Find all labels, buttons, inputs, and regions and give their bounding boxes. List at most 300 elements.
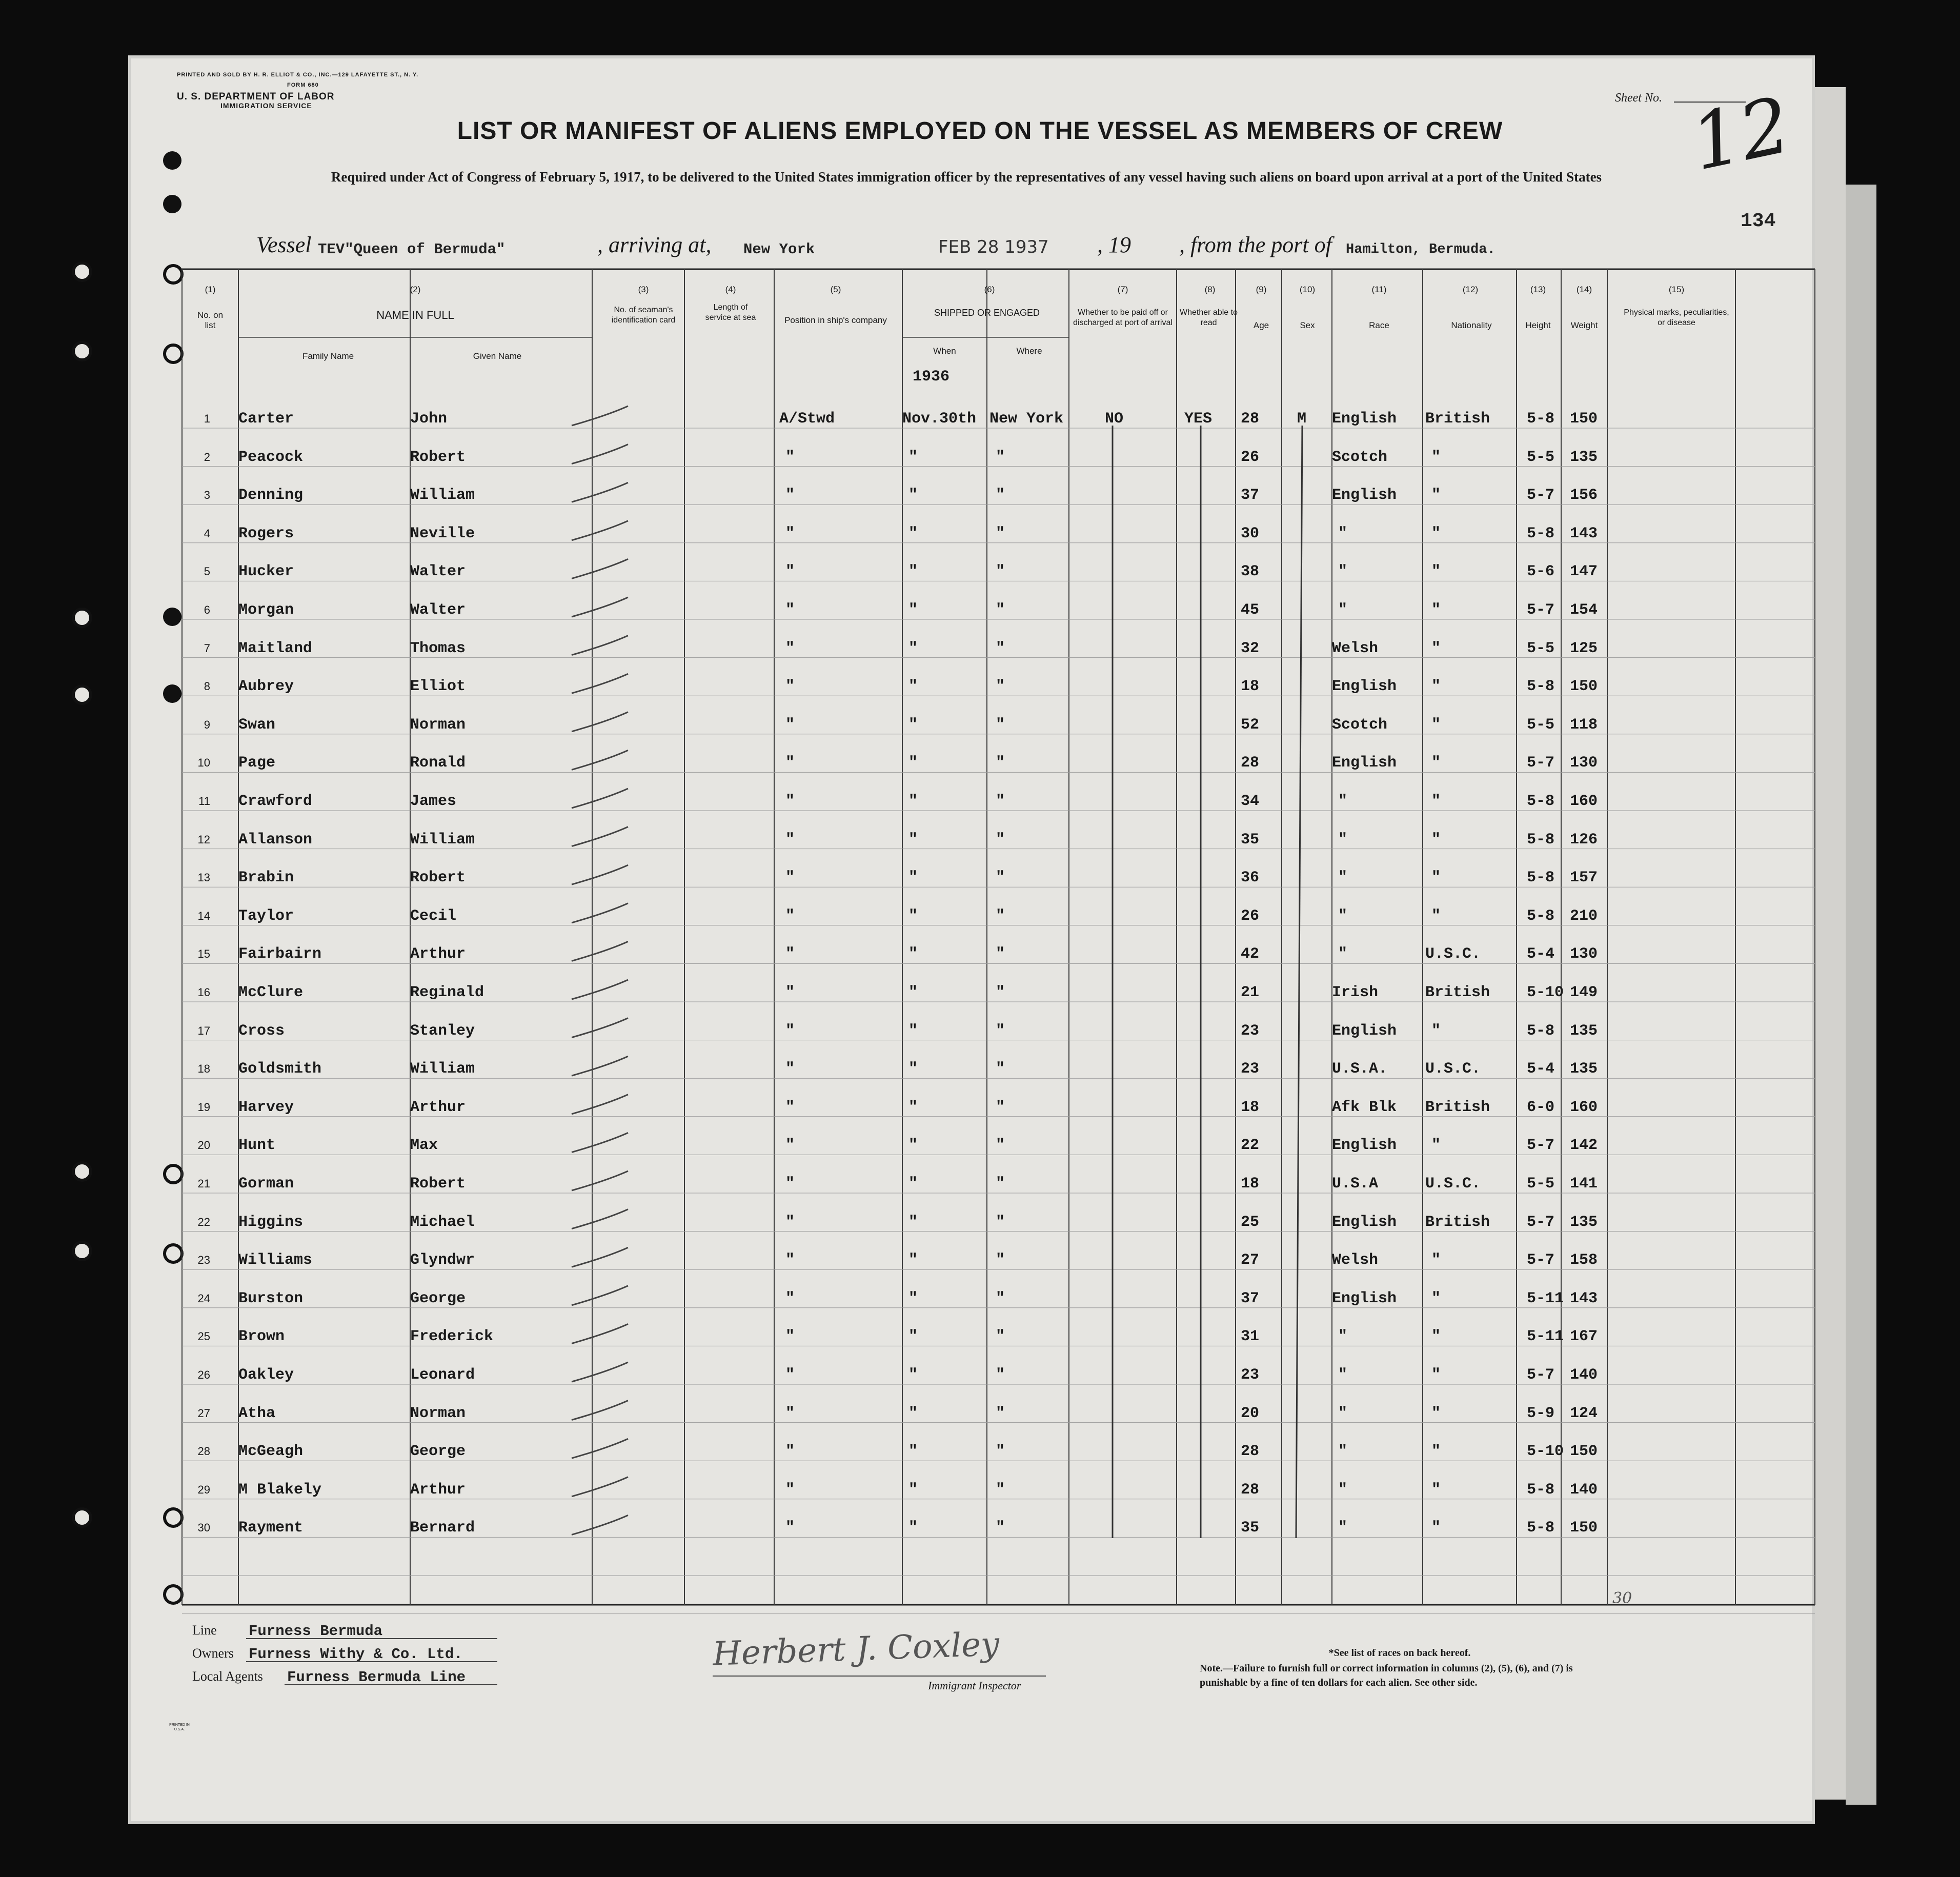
weight: 167: [1570, 1328, 1598, 1346]
nationality: ": [1431, 754, 1441, 772]
shipped-where: ": [996, 487, 1005, 504]
check-tick: [572, 827, 628, 846]
shipped-where: ": [996, 1098, 1005, 1116]
race: English: [1332, 410, 1397, 428]
family-name: Swan: [238, 716, 276, 734]
arriving-label: , arriving at,: [597, 232, 712, 257]
check-tick: [572, 1247, 628, 1267]
family-name: McGeagh: [238, 1443, 304, 1461]
shipped-when: ": [908, 1022, 918, 1040]
shipped-when: ": [908, 984, 918, 1001]
given-name: Arthur: [410, 1481, 466, 1499]
weight: 135: [1570, 1022, 1598, 1040]
family-name: M Blakely: [238, 1481, 322, 1499]
given-name: William: [410, 831, 475, 849]
check-tick: [572, 1515, 628, 1535]
nationality: ": [1431, 1252, 1441, 1269]
union-label: PRINTED IN U.S.A.: [169, 1723, 190, 1731]
height: 5-5: [1527, 639, 1555, 657]
position: ": [785, 1060, 795, 1078]
agents-label: Local Agents: [192, 1669, 263, 1684]
printer-line: PRINTED AND SOLD BY H. R. ELLIOT & CO., INC.—129 LAFAYETTE ST., N. Y.: [177, 72, 419, 78]
age: 34: [1241, 793, 1260, 810]
year-shipped: 1936: [913, 368, 950, 386]
check-tick: [572, 674, 628, 693]
position: ": [785, 1289, 795, 1307]
race: Scotch: [1332, 716, 1388, 734]
shipped-where: ": [996, 639, 1005, 657]
shipped-when: ": [908, 1519, 918, 1537]
weight: 135: [1570, 1060, 1598, 1078]
given-name: Reginald: [410, 984, 484, 1001]
shipped-where: ": [996, 716, 1005, 734]
weight: 135: [1570, 448, 1598, 466]
inspector-signature: Herbert J. Coxley: [712, 1625, 1000, 1673]
shipped-when: ": [908, 448, 918, 466]
crew-no: 30: [197, 1521, 210, 1535]
crew-no: 15: [197, 947, 210, 961]
col-no-15: (15): [1668, 285, 1685, 294]
inspector-label: Immigrant Inspector: [928, 1679, 1021, 1692]
shipped-where: ": [996, 754, 1005, 772]
family-name: Gorman: [238, 1175, 294, 1193]
col-given-name: Given Name: [473, 351, 522, 361]
col-no-9: (9): [1256, 285, 1267, 294]
col-sex: Sex: [1300, 320, 1315, 330]
nationality: ": [1431, 793, 1441, 810]
given-name: Walter: [410, 601, 466, 619]
shipped-when: ": [908, 754, 918, 772]
position: ": [785, 1366, 795, 1384]
given-name: Glyndwr: [410, 1252, 475, 1269]
page-number: 134: [1741, 210, 1776, 232]
from-port: Hamilton, Bermuda.: [1346, 242, 1496, 257]
col-name-in-full: NAME IN FULL: [376, 309, 454, 321]
crew-no: 27: [197, 1406, 210, 1420]
position: ": [785, 639, 795, 657]
weight: 150: [1570, 410, 1598, 428]
shipped-where: ": [996, 1213, 1005, 1231]
arriving-port: New York: [743, 241, 815, 258]
check-tick: [572, 750, 628, 770]
given-name: Norman: [410, 716, 466, 734]
age: 42: [1241, 945, 1260, 963]
crew-no: 8: [204, 680, 210, 693]
shipped-when: ": [908, 1175, 918, 1193]
nationality: ": [1431, 1443, 1441, 1461]
crew-no: 17: [197, 1024, 210, 1037]
shipped-where: ": [996, 869, 1005, 887]
shipped-where: New York: [989, 410, 1064, 428]
weight: 147: [1570, 563, 1598, 581]
position: ": [785, 1098, 795, 1116]
race: ": [1338, 524, 1348, 542]
given-name: Stanley: [410, 1022, 475, 1040]
family-name: Rogers: [238, 524, 294, 542]
check-tick: [572, 636, 628, 655]
col-when: When: [933, 346, 956, 356]
height: 5-9: [1527, 1404, 1555, 1422]
nationality: ": [1431, 1366, 1441, 1384]
given-name: Max: [410, 1137, 438, 1155]
given-name: Arthur: [410, 1098, 466, 1116]
paid-off: NO: [1105, 410, 1124, 428]
position: ": [785, 1443, 795, 1461]
age: 35: [1241, 1519, 1260, 1537]
nationality: British: [1425, 984, 1490, 1001]
check-tick: [572, 1286, 628, 1305]
age: 36: [1241, 869, 1260, 887]
age: 28: [1241, 410, 1260, 428]
family-name: Allanson: [238, 831, 313, 849]
age: 20: [1241, 1404, 1260, 1422]
check-tick: [572, 445, 628, 464]
race: Welsh: [1332, 1252, 1379, 1269]
age: 28: [1241, 1443, 1260, 1461]
shipped-when: ": [908, 1481, 918, 1499]
race: English: [1332, 1022, 1397, 1040]
nationality: U.S.C.: [1425, 945, 1481, 963]
position: A/Stwd: [779, 410, 835, 428]
crew-no: 6: [204, 603, 210, 616]
crew-no: 1: [204, 412, 210, 425]
check-tick: [572, 865, 628, 884]
shipped-where: ": [996, 984, 1005, 1001]
col-no-10: (10): [1299, 285, 1316, 294]
shipped-when: ": [908, 793, 918, 810]
check-tick: [572, 1095, 628, 1114]
position: ": [785, 601, 795, 619]
col-no-13: (13): [1530, 285, 1546, 294]
date-stamp: FEB 28 1937: [938, 237, 1049, 257]
col-no-on-list: No. on list: [197, 310, 224, 330]
height: 5-10: [1527, 1443, 1564, 1461]
position: ": [785, 793, 795, 810]
position: ": [785, 1137, 795, 1155]
weight: 143: [1570, 524, 1598, 542]
given-name: Thomas: [410, 639, 466, 657]
nationality: ": [1431, 1289, 1441, 1307]
family-name: McClure: [238, 984, 304, 1001]
age: 28: [1241, 754, 1260, 772]
check-tick: [572, 406, 628, 426]
height: 5-8: [1527, 1022, 1555, 1040]
crew-no: 21: [197, 1177, 210, 1190]
weight: 154: [1570, 601, 1598, 619]
check-tick: [572, 903, 628, 923]
nationality: ": [1431, 1022, 1441, 1040]
shipped-when: ": [908, 907, 918, 925]
position: ": [785, 869, 795, 887]
shipped-when: ": [908, 1213, 918, 1231]
given-name: William: [410, 487, 475, 504]
shipped-when: ": [908, 716, 918, 734]
check-tick: [572, 941, 628, 961]
height: 5-6: [1527, 563, 1555, 581]
family-name: Brabin: [238, 869, 294, 887]
family-name: Peacock: [238, 448, 304, 466]
age: 32: [1241, 639, 1260, 657]
family-name: Morgan: [238, 601, 294, 619]
family-name: Burston: [238, 1289, 304, 1307]
age: 38: [1241, 563, 1260, 581]
shipped-where: ": [996, 1022, 1005, 1040]
owners-label: Owners: [192, 1646, 234, 1661]
age: 21: [1241, 984, 1260, 1001]
position: ": [785, 1175, 795, 1193]
check-tick: [572, 712, 628, 732]
weight: 118: [1570, 716, 1598, 734]
col-no-8: (8): [1204, 285, 1216, 294]
shipped-where: ": [996, 1404, 1005, 1422]
owners-underline: [246, 1661, 497, 1662]
given-name: Frederick: [410, 1328, 494, 1346]
line-underline: [246, 1638, 497, 1639]
position: ": [785, 678, 795, 696]
manifest-title: LIST OR MANIFEST OF ALIENS EMPLOYED ON THE VESSEL AS MEMBERS OF CREW: [457, 117, 1503, 145]
height: 5-7: [1527, 754, 1555, 772]
height: 5-11: [1527, 1289, 1564, 1307]
shipped-where: ": [996, 1252, 1005, 1269]
nationality: ": [1431, 563, 1441, 581]
crew-no: 4: [204, 527, 210, 540]
nationality: U.S.C.: [1425, 1060, 1481, 1078]
crew-no: 2: [204, 450, 210, 463]
height: 5-5: [1527, 716, 1555, 734]
col-no-4: (4): [725, 285, 736, 294]
position: ": [785, 945, 795, 963]
position: ": [785, 984, 795, 1001]
shipped-where: ": [996, 601, 1005, 619]
col-no-7: (7): [1117, 285, 1128, 294]
weight: 140: [1570, 1481, 1598, 1499]
shipped-where: ": [996, 1060, 1005, 1078]
nationality: British: [1425, 410, 1490, 428]
shipped-where: ": [996, 1328, 1005, 1346]
col-shipped: SHIPPED OR ENGAGED: [934, 308, 1040, 318]
col-no-11: (11): [1371, 285, 1387, 294]
col-no-2: (2): [410, 285, 421, 294]
crew-no: 22: [197, 1215, 210, 1228]
col-nationality: Nationality: [1451, 320, 1492, 330]
given-name: Bernard: [410, 1519, 475, 1537]
age: 23: [1241, 1366, 1260, 1384]
position: ": [785, 1022, 795, 1040]
position: ": [785, 716, 795, 734]
race: ": [1338, 793, 1348, 810]
race: ": [1338, 1404, 1348, 1422]
age: 18: [1241, 1175, 1260, 1193]
height: 5-8: [1527, 678, 1555, 696]
shipped-when: Nov.30th: [902, 410, 977, 428]
nationality: ": [1431, 831, 1441, 849]
col-no-14: (14): [1576, 285, 1592, 294]
height: 5-7: [1527, 1252, 1555, 1269]
age: 23: [1241, 1060, 1260, 1078]
family-name: Hucker: [238, 563, 294, 581]
given-name: Neville: [410, 524, 475, 542]
shipped-when: ": [908, 1098, 918, 1116]
weight: 125: [1570, 639, 1598, 657]
crew-no: 28: [197, 1445, 210, 1458]
check-tick: [572, 980, 628, 999]
age: 18: [1241, 1098, 1260, 1116]
given-name: George: [410, 1443, 466, 1461]
nationality: ": [1431, 907, 1441, 925]
family-name: Page: [238, 754, 276, 772]
shipped-where: ": [996, 1443, 1005, 1461]
form-number: FORM 680: [287, 82, 319, 88]
nationality: U.S.C.: [1425, 1175, 1481, 1193]
check-tick: [572, 1477, 628, 1497]
crew-no: 14: [197, 909, 210, 922]
col-where: Where: [1016, 346, 1042, 356]
check-tick: [572, 1209, 628, 1229]
height: 5-7: [1527, 1213, 1555, 1231]
given-name: Elliot: [410, 678, 466, 696]
family-name: Atha: [238, 1404, 276, 1422]
shipped-when: ": [908, 563, 918, 581]
shipped-when: ": [908, 678, 918, 696]
age: 30: [1241, 524, 1260, 542]
age: 26: [1241, 907, 1260, 925]
shipped-when: ": [908, 831, 918, 849]
height: 5-5: [1527, 1175, 1555, 1193]
race: ": [1338, 907, 1348, 925]
shipped-when: ": [908, 524, 918, 542]
shipped-where: ": [996, 831, 1005, 849]
position: ": [785, 1519, 795, 1537]
weight: 124: [1570, 1404, 1598, 1422]
col-seaman-card: No. of seaman's identification card: [611, 306, 676, 325]
col-able-read: Whether able to read: [1180, 308, 1238, 327]
race: ": [1338, 601, 1348, 619]
family-name: Goldsmith: [238, 1060, 322, 1078]
crew-no: 19: [197, 1100, 210, 1114]
races-note: *See list of races on back hereof.: [1328, 1647, 1471, 1659]
check-tick: [572, 597, 628, 617]
sheet-number-handwritten: 12: [1683, 80, 1798, 188]
nationality: ": [1431, 1404, 1441, 1422]
age: 52: [1241, 716, 1260, 734]
race: ": [1338, 869, 1348, 887]
col-age: Age: [1253, 320, 1269, 330]
shipped-when: ": [908, 1252, 918, 1269]
family-name: Hunt: [238, 1137, 276, 1155]
race: Afk Blk: [1332, 1098, 1397, 1116]
failure-note: Note.—Failure to furnish full or correct information in columns (2), (5), (6), and (7) is punishable by a fine of ten dollars for each alien. See other side.: [1200, 1663, 1573, 1688]
position: ": [785, 448, 795, 466]
weight: 210: [1570, 907, 1598, 925]
position: ": [785, 524, 795, 542]
height: 5-8: [1527, 410, 1555, 428]
nationality: ": [1431, 1481, 1441, 1499]
check-tick: [572, 1324, 628, 1343]
given-name: Michael: [410, 1213, 475, 1231]
race: English: [1332, 1213, 1397, 1231]
nationality: ": [1431, 601, 1441, 619]
nationality: ": [1431, 716, 1441, 734]
race: English: [1332, 1137, 1397, 1155]
shipped-where: ": [996, 793, 1005, 810]
shipped-when: ": [908, 1137, 918, 1155]
check-tick: [572, 559, 628, 578]
check-tick: [572, 1133, 628, 1152]
shipped-when: ": [908, 487, 918, 504]
race: English: [1332, 678, 1397, 696]
weight: 160: [1570, 1098, 1598, 1116]
col-weight: Weight: [1570, 320, 1598, 330]
vessel-name: TEV"Queen of Bermuda": [318, 241, 506, 258]
height: 5-7: [1527, 1366, 1555, 1384]
vessel-label: Vessel: [256, 232, 312, 257]
weight: 150: [1570, 678, 1598, 696]
crew-no: 18: [197, 1062, 210, 1076]
family-name: Aubrey: [238, 678, 294, 696]
crew-no: 20: [197, 1139, 210, 1152]
given-name: Leonard: [410, 1366, 475, 1384]
nationality: ": [1431, 869, 1441, 887]
nationality: ": [1431, 448, 1441, 466]
given-name: John: [410, 410, 448, 428]
shipped-where: ": [996, 448, 1005, 466]
crew-no: 10: [197, 756, 210, 770]
race: ": [1338, 1328, 1348, 1346]
given-name: Cecil: [410, 907, 457, 925]
race: Irish: [1332, 984, 1379, 1001]
owners-value: Furness Withy & Co. Ltd.: [249, 1646, 463, 1663]
check-tick: [572, 482, 628, 502]
race: English: [1332, 487, 1397, 504]
position: ": [785, 1252, 795, 1269]
family-name: Higgins: [238, 1213, 304, 1231]
given-name: Walter: [410, 563, 466, 581]
crew-no: 11: [198, 795, 210, 808]
height: 5-8: [1527, 1519, 1555, 1537]
shipped-when: ": [908, 639, 918, 657]
family-name: Williams: [238, 1252, 313, 1269]
check-tick: [572, 1056, 628, 1076]
race: ": [1338, 1519, 1348, 1537]
col-length-service: Length of service at sea: [705, 303, 756, 322]
family-name: Oakley: [238, 1366, 294, 1384]
weight: 156: [1570, 487, 1598, 504]
nationality: British: [1425, 1213, 1490, 1231]
height: 5-5: [1527, 448, 1555, 466]
age: 31: [1241, 1328, 1260, 1346]
weight: 135: [1570, 1213, 1598, 1231]
height: 5-4: [1527, 945, 1555, 963]
height: 5-8: [1527, 524, 1555, 542]
nationality: ": [1431, 524, 1441, 542]
age: 22: [1241, 1137, 1260, 1155]
height: 5-8: [1527, 869, 1555, 887]
age: 45: [1241, 601, 1260, 619]
weight: 150: [1570, 1443, 1598, 1461]
family-name: Harvey: [238, 1098, 294, 1116]
nationality: ": [1431, 678, 1441, 696]
age: 28: [1241, 1481, 1260, 1499]
shipped-when: ": [908, 1060, 918, 1078]
given-name: Robert: [410, 1175, 466, 1193]
nationality: ": [1431, 639, 1441, 657]
able-to-read: YES: [1184, 410, 1213, 428]
weight: 149: [1570, 984, 1598, 1001]
age: 37: [1241, 1289, 1260, 1307]
col-no-1: (1): [205, 285, 216, 294]
crew-no: 9: [204, 718, 210, 731]
age: 18: [1241, 678, 1260, 696]
